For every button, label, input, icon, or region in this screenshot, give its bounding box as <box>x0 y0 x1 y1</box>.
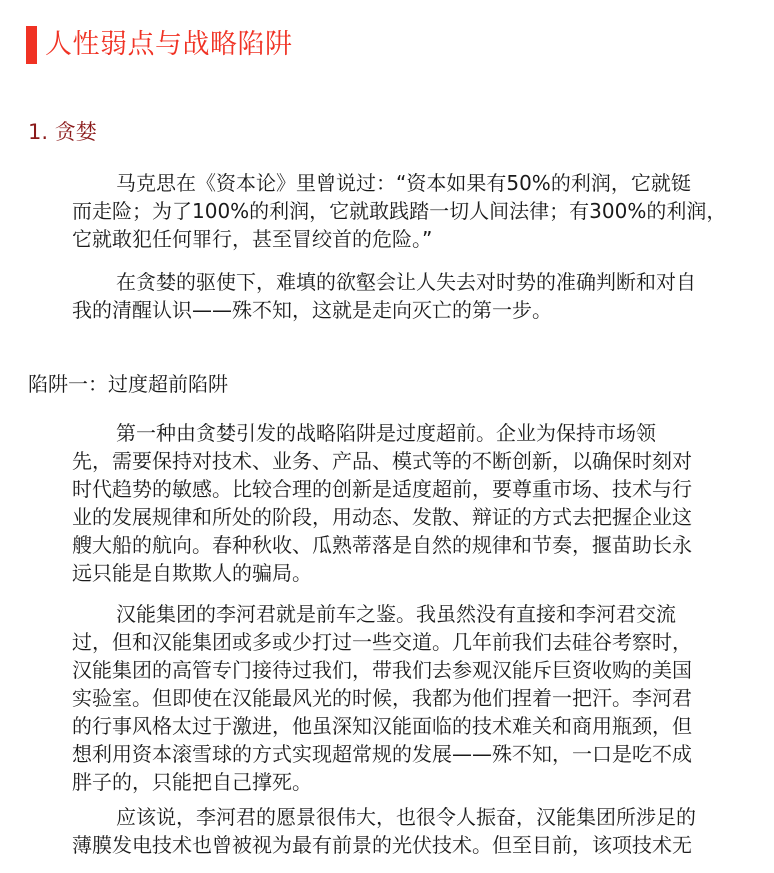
paragraph-line: 我的清醒认识——殊不知，这就是走向灭亡的第一步。 <box>72 298 552 322</box>
paragraph-line: 远只能是自欺欺人的骗局。 <box>72 561 312 585</box>
chapter-title <box>26 26 293 64</box>
paragraph-line: 先，需要保持对技术、业务、产品、模式等的不断创新，以确保时刻对 <box>72 449 692 473</box>
paragraph-greed-consequence <box>28 268 740 324</box>
paragraph-line: 薄膜发电技术也曾被视为最有前景的光伏技术。但至目前，该项技术无 <box>72 833 692 857</box>
paragraph-line: 应该说，李河君的愿景很伟大，也很令人振奋，汉能集团所涉足的 <box>116 805 696 829</box>
paragraph-line: 胖子的，只能把自己撑死。 <box>72 770 312 794</box>
paragraph-line: 汉能集团的高管专门接待过我们，带我们去参观汉能斥巨资收购的美国 <box>72 658 692 682</box>
chapter-title-text: 人性弱点与战略陷阱 <box>45 29 293 60</box>
paragraph-line: 业的发展规律和所处的阶段，用动态、发散、辩证的方式去把握企业这 <box>72 505 692 529</box>
paragraph-line: 的行事风格太过于激进，他虽深知汉能面临的技术难关和商用瓶颈，但 <box>72 714 692 738</box>
paragraph-line: 第一种由贪婪引发的战略陷阱是过度超前。企业为保持市场领 <box>116 421 656 445</box>
paragraph-line: 艘大船的航向。春种秋收、瓜熟蒂落是自然的规律和节奏，揠苗助长永 <box>72 533 692 557</box>
paragraph-line: 它就敢犯任何罪行，甚至冒绞首的危险。” <box>72 227 433 251</box>
paragraph-line: 而走险；为了100%的利润，它就敢践踏一切人间法律；有300%的利润， <box>72 199 727 223</box>
paragraph-trap-definition <box>28 419 740 587</box>
paragraph-line: 想利用资本滚雪球的方式实现超常规的发展——殊不知，一口是吃不成 <box>72 742 692 766</box>
paragraph-line: 实验室。但即使在汉能最风光的时候，我都为他们捏着一把汗。李河君 <box>72 686 692 710</box>
paragraph-vision <box>28 803 740 859</box>
title-accent-bar <box>26 26 37 64</box>
paragraph-line: 过，但和汉能集团或多或少打过一些交道。几年前我们去硅谷考察时， <box>72 630 692 654</box>
paragraph-line: 马克思在《资本论》里曾说过：“资本如果有50%的利润，它就铤 <box>116 171 691 195</box>
paragraph-marx-quote <box>28 169 740 253</box>
paragraph-line: 汉能集团的李河君就是前车之鉴。我虽然没有直接和李河君交流 <box>116 602 676 626</box>
paragraph-line: 时代趋势的敏感。比较合理的创新是适度超前，要尊重市场、技术与行 <box>72 477 692 501</box>
trap-heading: 陷阱一：过度超前陷阱 <box>28 372 228 396</box>
paragraph-line: 在贪婪的驱使下，难填的欲壑会让人失去对时势的准确判断和对自 <box>116 270 696 294</box>
paragraph-hanergy-example <box>28 600 740 796</box>
section-heading: 1. 贪婪 <box>28 120 97 144</box>
